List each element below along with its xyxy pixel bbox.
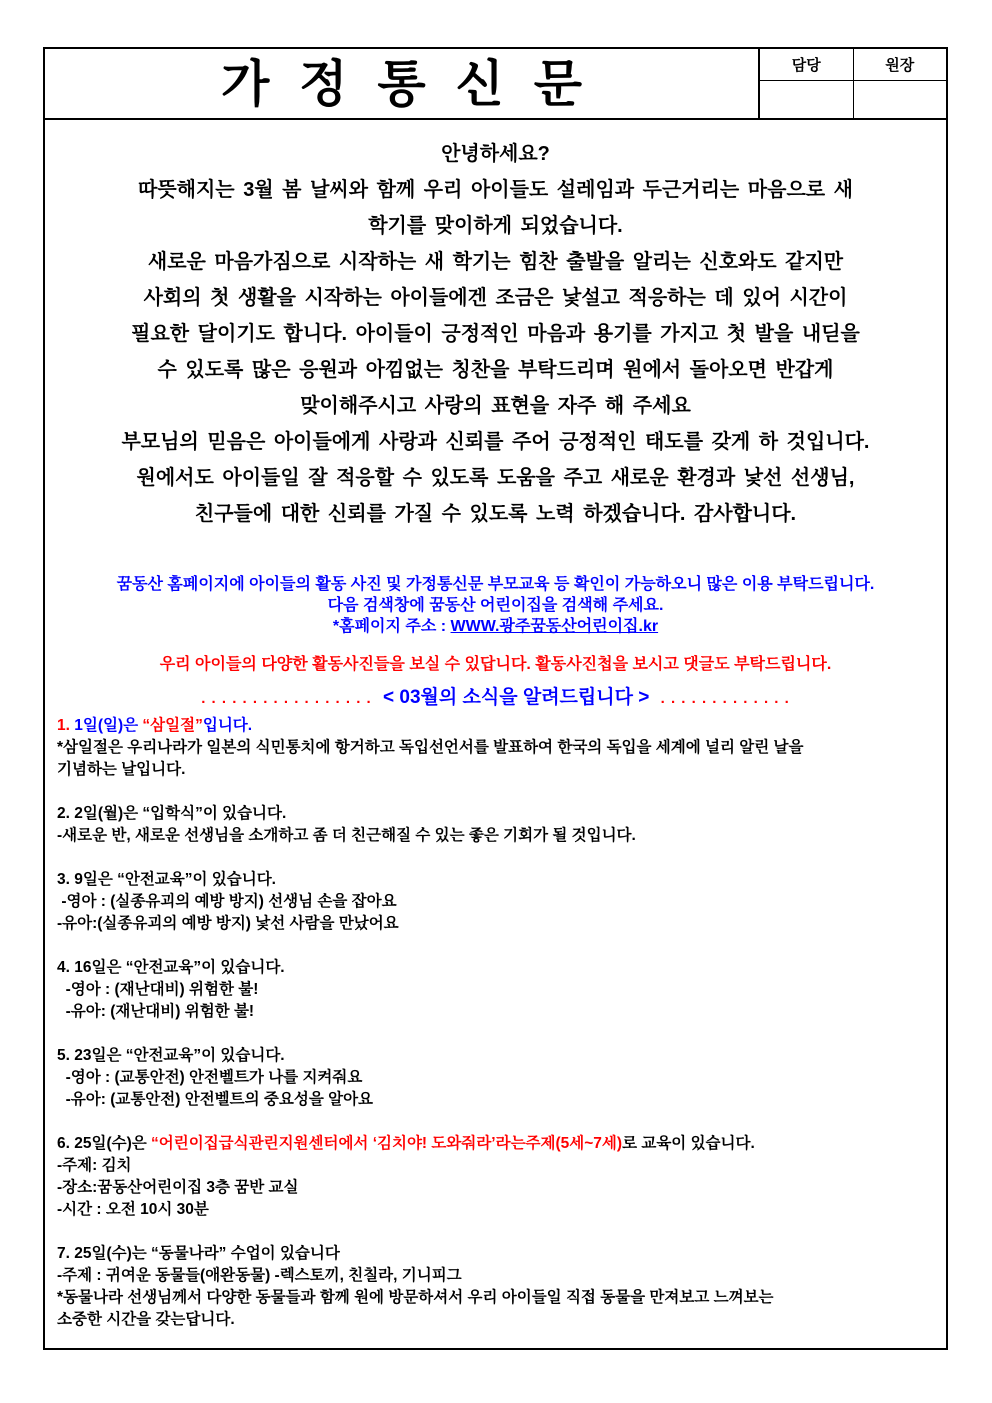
text-segment: 1. — [57, 717, 70, 734]
approval-signbox-wonjang — [854, 81, 947, 118]
document-frame — [43, 47, 948, 1350]
approval-header-row — [760, 49, 946, 81]
news-list — [57, 715, 934, 1331]
homepage-notice — [57, 574, 934, 637]
news-item-5 — [57, 1045, 934, 1111]
news-item-line: -새로운 반, 새로운 선생님을 소개하고 좀 더 친근해질 수 있는 좋은 기회가 될 것입니다. — [57, 827, 636, 844]
document-body — [45, 118, 946, 1348]
approval-col-damdang: 담당 — [760, 49, 854, 80]
news-item-line: *삼일절은 우리나라가 일본의 식민통치에 항거하고 독입선언서를 발표하여 한국의 독입을 세계에 널리 알린 날을 — [57, 739, 804, 756]
approval-signature-row — [760, 81, 946, 118]
approval-col-wonjang: 원장 — [885, 58, 915, 74]
news-item-line: -주제 : 귀여운 동물들(애완동물) -렉스토끼, 친칠라, 기니피그 — [57, 1267, 462, 1284]
text-segment: “삼일절” — [142, 717, 203, 734]
news-item-header — [57, 1045, 934, 1067]
news-item-header — [57, 869, 934, 891]
page-title: 가 정 통 신 문 — [220, 55, 591, 112]
greeting-line: 학기를 맞이하게 되었습니다. — [368, 215, 623, 237]
news-item-1 — [57, 715, 934, 781]
text-segment: 1일(일)은 — [69, 717, 143, 734]
news-item-6 — [57, 1133, 934, 1221]
news-item-header — [57, 1133, 934, 1155]
dotted-divider-right: . . . . . . . . . . . . . — [660, 690, 790, 707]
news-item-line: 소중한 시간을 갖는답니다. — [57, 1311, 235, 1328]
text-segment: 3. 9일은 “안전교육”이 있습니다. — [57, 871, 276, 888]
greeting-line: 필요한 달이기도 합니다. 아이들이 긍정적인 마음과 용기를 가지고 첫 발을 내딛을 — [131, 323, 860, 345]
homepage-notice-line: 꿈동산 홈페이지에 아이들의 활동 사진 및 가정통신문 부모교육 등 확인이 가능하오니 많은 이용 부탁드립니다. — [116, 576, 875, 593]
news-item-header — [57, 957, 934, 979]
news-item-line: -주제: 김치 — [57, 1157, 132, 1174]
greeting-line: 부모님의 믿음은 아이들에게 사랑과 신뢰를 주어 긍정적인 태도를 갖게 하 것입니다. — [121, 431, 870, 453]
news-item-header — [57, 715, 934, 737]
greeting-line: 원에서도 아이들일 잘 적응할 수 있도록 도움을 주고 새로운 환경과 낯선 선생님, — [136, 467, 855, 489]
greeting-paragraph — [57, 136, 934, 532]
text-segment: 6. 25일(수)은 — [57, 1135, 152, 1152]
news-item-line: *동물나라 선생님께서 다양한 동물들과 함께 원에 방문하셔서 우리 아이들일 직접 동물을 만져보고 느껴보는 — [57, 1289, 774, 1306]
news-item-header — [57, 803, 934, 825]
text-segment: 5. 23일은 “안전교육”이 있습니다. — [57, 1047, 285, 1064]
homepage-url-link[interactable]: WWW.광주꿈동산어린이집.kr — [450, 618, 659, 635]
news-item-line: -유아: (재난대비) 위험한 불! — [57, 1003, 255, 1020]
news-item-line: -영아 : (재난대비) 위험한 불! — [57, 981, 259, 998]
homepage-notice-line — [57, 616, 934, 637]
news-item-line: -영아 : (실종유괴의 예방 방지) 선생님 손을 잡아요 — [57, 893, 397, 910]
greeting-line: 수 있도록 많은 응원과 아낌없는 칭찬을 부탁드리며 원에서 돌아오면 반갑게 — [157, 359, 834, 381]
approval-signbox-damdang — [760, 81, 854, 118]
greeting-line: 따뜻해지는 3월 봄 날씨와 함께 우리 아이들도 설레임과 두근거리는 마음으로 새 — [138, 179, 853, 201]
text-segment: 4. 16일은 “안전교육”이 있습니다. — [57, 959, 285, 976]
section-heading-title: < 03월의 소식을 알려드립니다 > — [383, 687, 650, 708]
greeting-line: 사회의 첫 생활을 시작하는 아이들에겐 조금은 낯설고 적응하는 데 있어 시간이 — [143, 287, 848, 309]
text-segment: 로 교육이 있습니다. — [622, 1135, 755, 1152]
news-item-line: -시간 : 오전 10시 30분 — [57, 1201, 209, 1218]
text-segment: 입니다. — [202, 717, 253, 734]
section-heading — [57, 685, 934, 712]
news-item-line: -유아: (교통안전) 안전벨트의 중요성을 알아요 — [57, 1091, 374, 1108]
greeting-line: 친구들에 대한 신뢰를 가질 수 있도록 노력 하겠습니다. 감사합니다. — [194, 503, 797, 525]
news-item-2 — [57, 803, 934, 847]
homepage-notice-line: 다음 검색창에 꿈동산 어린이집을 검색해 주세요. — [327, 597, 664, 614]
news-item-line: -유아:(실종유괴의 예방 방지) 낯선 사람을 만났어요 — [57, 915, 399, 932]
greeting-line: 맞이해주시고 사랑의 표현을 자주 해 주세요 — [300, 395, 691, 417]
news-item-line: -영아 : (교통안전) 안전벨트가 나를 지켜줘요 — [57, 1069, 363, 1086]
news-item-header — [57, 1243, 934, 1265]
greeting-line: 새로운 마음가짐으로 시작하는 새 학기는 힘찬 출발을 알리는 신호와도 같지만 — [147, 251, 844, 273]
text-segment: 2. 2일(월)은 “입학식”이 있습니다. — [57, 805, 287, 822]
greeting-line: 안녕하세요? — [441, 143, 550, 165]
news-item-4 — [57, 957, 934, 1023]
news-item-line: -장소:꿈동산어린이집 3층 꿈반 교실 — [57, 1179, 299, 1196]
news-item-7 — [57, 1243, 934, 1331]
news-item-3 — [57, 869, 934, 935]
dotted-divider-left: . . . . . . . . . . . . . . . . . — [201, 690, 372, 707]
title-cell — [45, 49, 758, 118]
document-header — [45, 49, 946, 118]
approval-table — [758, 49, 946, 118]
homepage-url-prefix: *홈페이지 주소 : — [332, 618, 451, 635]
text-segment: 7. 25일(수)는 “동물나라” 수업이 있습니다 — [57, 1245, 340, 1262]
news-item-line: 기념하는 날입니다. — [57, 761, 186, 778]
photo-notice: 우리 아이들의 다양한 활동사진들을 보실 수 있답니다. 활동사진첩을 보시고 댓글도 부탁드립니다. — [159, 656, 832, 673]
text-segment: “어린이집급식관린지원센터에서 ‘김치야! 도와줘라’라는주제(5세~7세) — [151, 1135, 623, 1152]
